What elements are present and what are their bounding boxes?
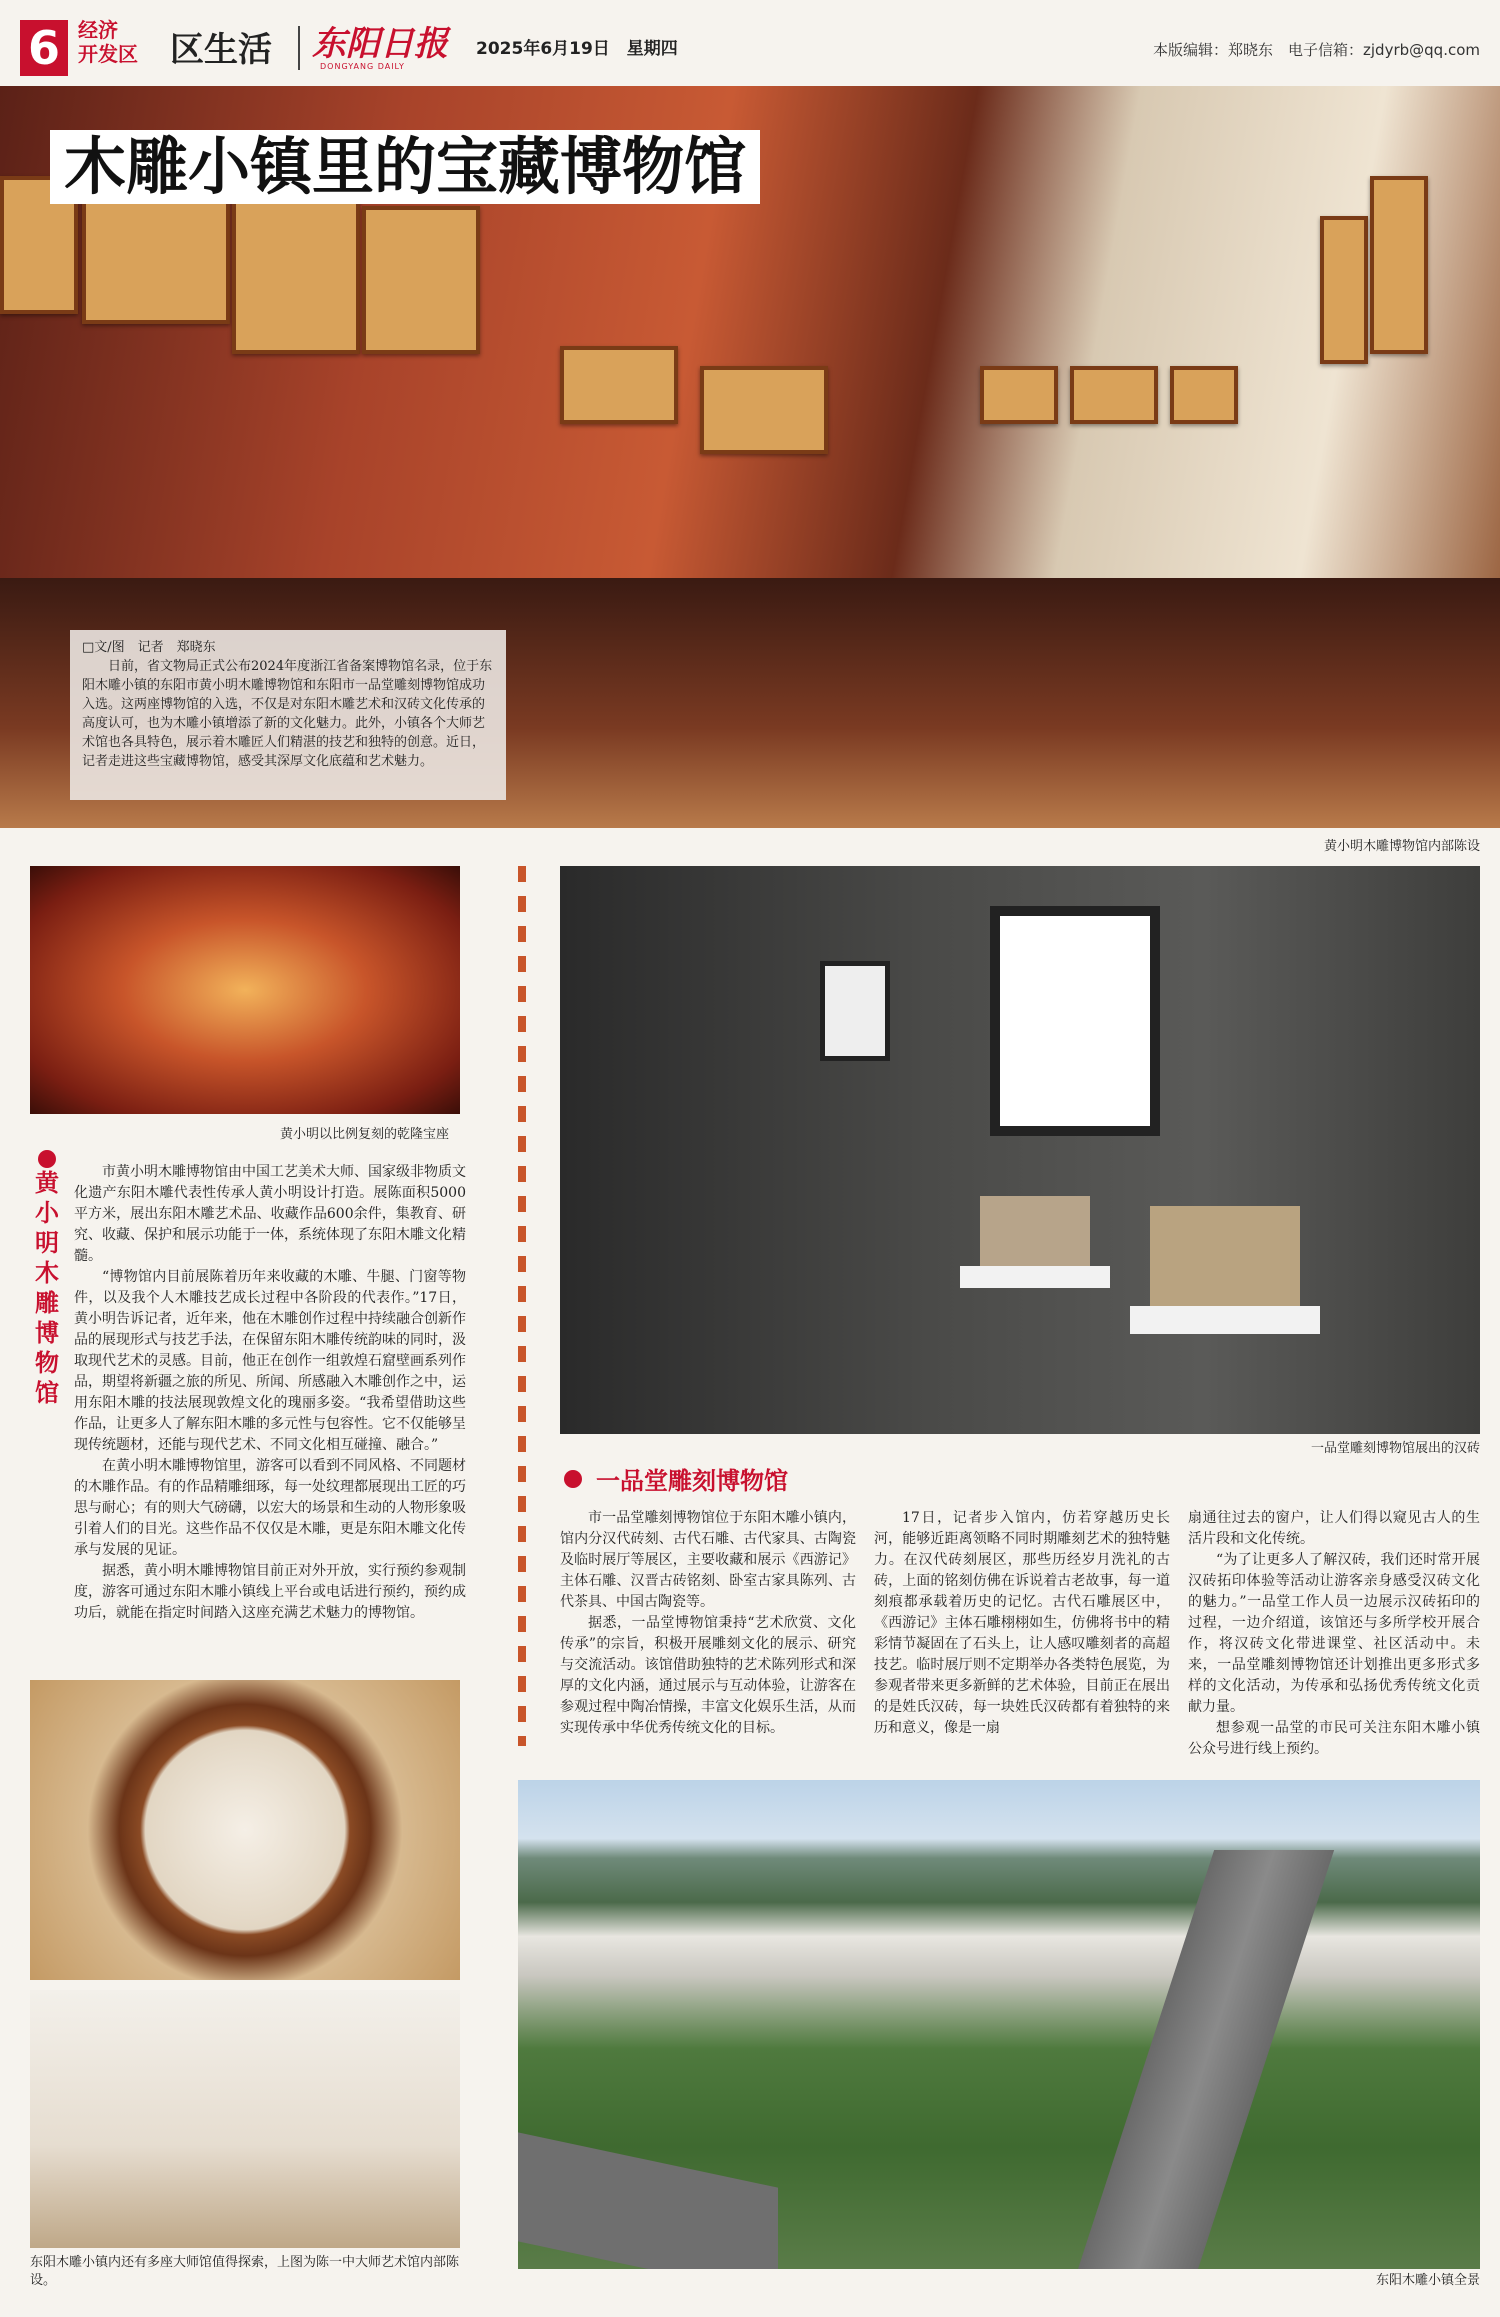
intro-text: 日前，省文物局正式公布2024年度浙江省备案博物馆名录，位于东阳木雕小镇的东阳市黄小明木雕博物馆和东阳市一品堂雕刻博物馆成功入选。这两座博物馆的入选，不仅是对东阳木雕艺术和汉砖文化传承的高度认可，也为木雕小镇增添了新的文化魅力。此外，小镇各个大师艺术馆也各具特色，展示着木雕匠人们精湛的技艺和独特的创意。近日，记者走进这些宝藏博物馆，感受其深厚文化底蕴和艺术魅力。 xyxy=(82,659,493,769)
article-yipintang-col3 xyxy=(1188,1508,1480,1760)
paragraph: “为了让更多人了解汉砖，我们还时常开展汉砖拓印体验等活动让游客亲身感受汉砖文化的魅力。”一品堂工作人员一边展示汉砖拓印的过程，一边介绍道，该馆还与多所学校开展合作，将汉砖文化带进课堂、社区活动中。未来，一品堂雕刻博物馆还计划推出更多形式多样的文化活动，为传承和弘扬优秀传统文化贡献力量。 xyxy=(1188,1552,1480,1715)
photo-han-bricks xyxy=(560,866,1480,1434)
column-divider xyxy=(518,866,526,1746)
article-yipintang-col1 xyxy=(560,1508,856,1739)
hero-caption: 黄小明木雕博物馆内部陈设 xyxy=(1323,839,1480,854)
section-bullet xyxy=(564,1470,582,1488)
section-title-huang: 黄小明木雕博物馆 xyxy=(35,1168,59,1407)
paragraph: “博物馆内目前展陈着历年来收藏的木雕、牛腿、门窗等物件，以及我个人木雕技艺成长过程中各阶段的代表作。”17日，黄小明告诉记者，近年来，他在木雕创作过程中持续融合创新作品的展现形式与技艺手法，在保留东阳木雕传统韵味的同时，汲取现代艺术的灵感。目前，他正在创作一组敦煌石窟壁画系列作品，期望将新疆之旅的所见、所闻、所感融入木雕创作之中，运用东阳木雕的技法展现敦煌文化的瑰丽多姿。“我希望借助这些作品，让更多人了解东阳木雕的多元性与包容性。它不仅能够呈现传统题材，还能与现代艺术、不同文化相互碰撞、融合。” xyxy=(74,1269,466,1453)
page-number: 6 xyxy=(20,20,68,76)
paragraph: 想参观一品堂的市民可关注东阳木雕小镇公众号进行线上预约。 xyxy=(1188,1720,1480,1757)
editor-info: 本版编辑：郑晓东 电子信箱：zjdyrb@qq.com xyxy=(1153,41,1480,59)
section-title: 区生活 xyxy=(170,30,272,70)
paragraph: 据悉，一品堂博物馆秉持“艺术欣赏、文化传承”的宗旨，积极开展雕刻文化的展示、研究与交流活动。该馆借助独特的艺术陈列形式和深厚的文化内涵，通过展示与互动体验，让游客在参观过程中陶冶情操，丰富文化娱乐生活，从而实现传承中华优秀传统文化的目标。 xyxy=(560,1615,856,1736)
article-yipintang-col2 xyxy=(874,1508,1170,1739)
paragraph: 据悉，黄小明木雕博物馆目前正对外开放，实行预约参观制度，游客可通过东阳木雕小镇线上平台或电话进行预约，预约成功后，就能在指定时间踏入这座充满艺术魅力的博物馆。 xyxy=(74,1563,466,1621)
paragraph: 扇通往过去的窗户，让人们得以窥见古人的生活片段和文化传统。 xyxy=(1188,1510,1480,1547)
section-bullet xyxy=(38,1150,56,1168)
aerial-caption: 东阳木雕小镇全景 xyxy=(1375,2273,1480,2288)
bricks-caption: 一品堂雕刻博物馆展出的汉砖 xyxy=(1310,1441,1480,1456)
paragraph: 17日，记者步入馆内，仿若穿越历史长河，能够近距离领略不同时期雕刻艺术的独特魅力。在汉代砖刻展区，那些历经岁月洗礼的古砖，上面的铭刻仿佛在诉说着古老故事，每一道刻痕都承载着历史的记忆。古代石雕展区中，《西游记》主体石雕栩栩如生，仿佛将书中的精彩情节凝固在了石头上，让人感叹雕刻者的高超技艺。临时展厅则不定期举办各类特色展览，为参观者带来更多新鲜的艺术体验，目前正在展出的是姓氏汉砖，每一块姓氏汉砖都有着独特的来历和意义，像是一扇 xyxy=(874,1510,1170,1736)
paragraph: 在黄小明木雕博物馆里，游客可以看到不同风格、不同题材的木雕作品。有的作品精雕细琢，每一处纹理都展现出工匠的巧思与耐心；有的则大气磅礴，以宏大的场景和生动的人物形象吸引着人们的目光。这些作品不仅仅是木雕，更是东阳木雕文化传承与发展的见证。 xyxy=(74,1458,466,1558)
header-divider xyxy=(298,26,300,70)
photo-round-door-gallery xyxy=(30,1680,460,1980)
throne-caption: 黄小明以比例复刻的乾隆宝座 xyxy=(280,1127,450,1142)
photo-qianlong-throne xyxy=(30,866,460,1114)
section-title-yipintang: 一品堂雕刻博物馆 xyxy=(596,1466,788,1495)
paragraph: 市一品堂雕刻博物馆位于东阳木雕小镇内，馆内分汉代砖刻、古代石雕、古代家具、古陶瓷及临时展厅等展区，主要收藏和展示《西游记》主体石雕、汉晋古砖铭刻、卧室古家具陈列、古代茶具、中国古陶瓷等。 xyxy=(560,1510,856,1610)
article-huang xyxy=(74,1162,466,1624)
newspaper-logo-en: DONGYANG DAILY xyxy=(320,62,405,71)
issue-date: 2025年6月19日 星期四 xyxy=(476,39,678,59)
headline: 木雕小镇里的宝藏博物馆 xyxy=(50,130,760,204)
newspaper-logo: 东阳日报 xyxy=(312,24,448,64)
page-header xyxy=(20,12,1480,82)
intro-box xyxy=(70,630,506,800)
photo-woodcarving-town-aerial xyxy=(518,1780,1480,2269)
section-label: 经济 开发区 xyxy=(78,18,138,66)
paragraph: 市黄小明木雕博物馆由中国工艺美术大师、国家级非物质文化遗产东阳木雕代表性传承人黄小明设计打造。展陈面积5000平方米，展出东阳木雕艺术品、收藏作品600余件，集教育、研究、收藏、保护和展示功能于一体，系统体现了东阳木雕文化精髓。 xyxy=(74,1164,466,1264)
byline: □文/图 记者 郑晓东 xyxy=(82,640,216,655)
photo-master-gallery-interior xyxy=(30,1990,460,2248)
master-gallery-caption: 东阳木雕小镇内还有多座大师馆值得探索，上图为陈一中大师艺术馆内部陈设。 xyxy=(30,2255,460,2288)
